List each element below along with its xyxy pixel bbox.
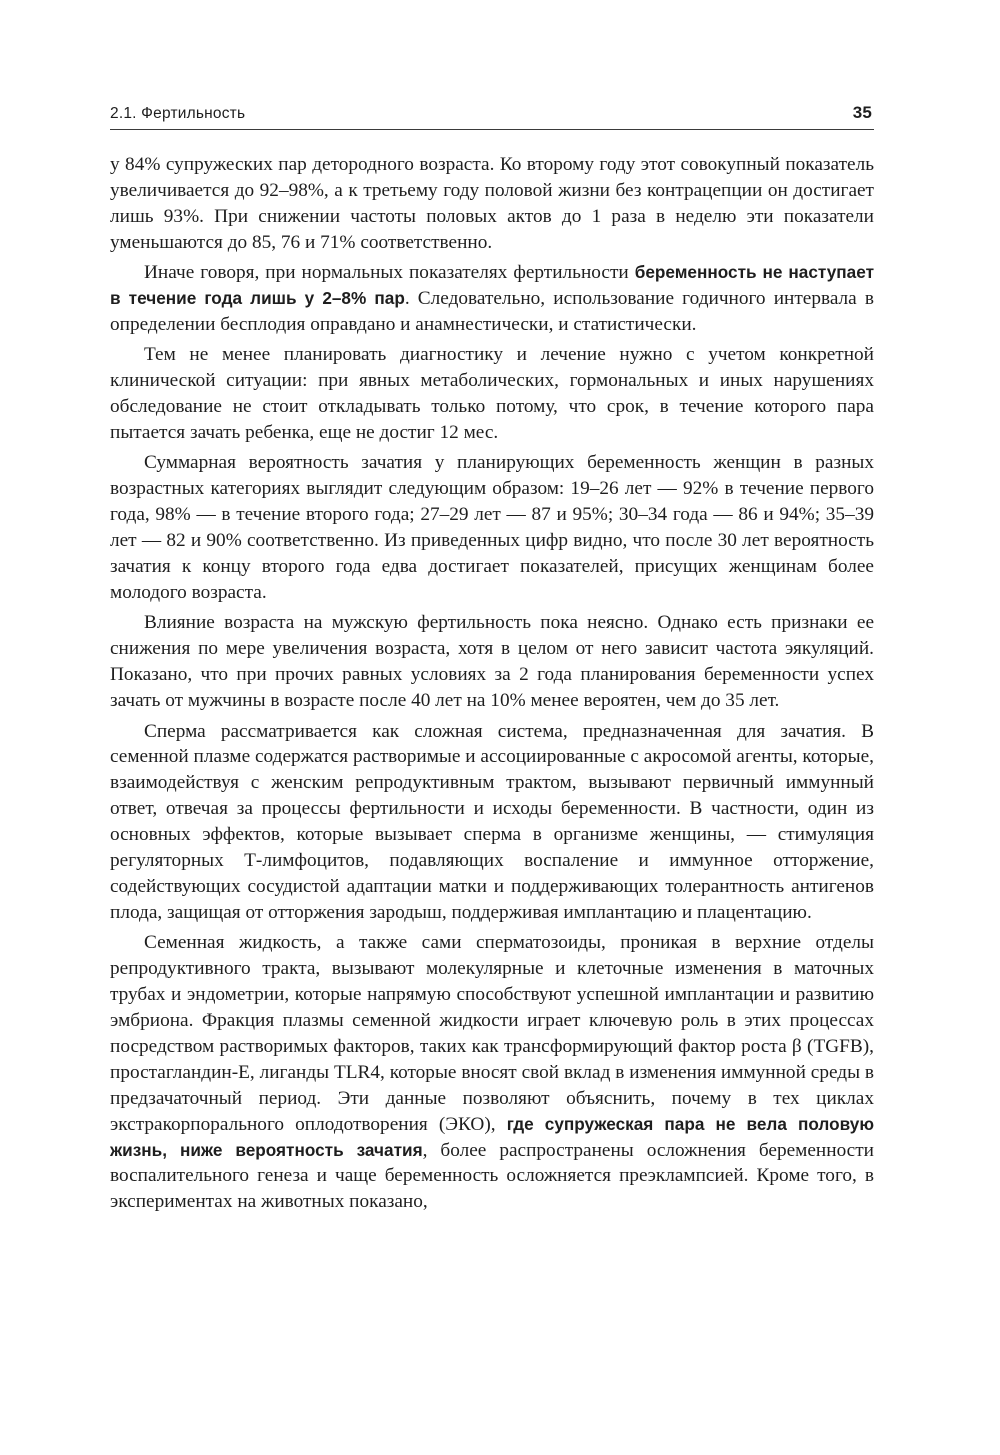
paragraph-text: Влияние возраста на мужскую фертильность пока неясно. Однако есть признаки ее снижения по мере увеличения возраста, хотя в целом от него зависит частота эякуляций. Показано, что при прочих равных условиях за 2 года планирования беременности успех зачать от мужчины в возрасте после 40 лет на 10% менее вероятен, чем до 35 лет. bbox=[110, 612, 874, 712]
header-divider bbox=[110, 129, 874, 130]
paragraph-male-fertility bbox=[110, 610, 874, 714]
paragraph-text: Иначе говоря, при нормальных показателях фертильности bbox=[144, 262, 635, 284]
paragraph-sperm-system bbox=[110, 719, 874, 926]
section-title: 2.1. Фертильность bbox=[110, 105, 246, 122]
paragraph-text: Семенная жидкость, а также сами сперматозоиды, проникая в верхние отделы репродуктивного тракта, вызывают молекулярные и клеточные изменения в маточных трубах и эндометрии, которые напрямую способствуют успешной имплантации и развитию эмбриона. Фракция плазмы семенной жидкости играет ключевую роль в этих процессах посредством растворимых факторов, таких как трансформирующий фактор роста β (TGFB), простагландин-Е, лиганды TLR4, которые вносят свой вклад в изменения иммунной среды в предзачаточный период. Эти данные позволяют объяснить, почему в тех циклах экстракорпорального оплодотворения (ЭКО), bbox=[110, 932, 874, 1135]
paragraph-seminal-fluid bbox=[110, 930, 874, 1215]
paragraph-text: . Следовательно, использование годичного интервала в определении бесплодия оправдано и анамнестически, и статистически. bbox=[110, 288, 874, 335]
page-number: 35 bbox=[852, 103, 872, 122]
bold-emphasis: где супружеская пара не вела половую жизнь, ниже вероятность зачатия bbox=[110, 1113, 874, 1160]
running-header bbox=[110, 103, 874, 127]
paragraph-fertility-interval bbox=[110, 260, 874, 338]
paragraph-conception-probability bbox=[110, 450, 874, 605]
paragraph-text: , более распространены осложнения беременности воспалительного генеза и чаще беременность осложняется преэклампсией. Кроме того, в экспериментах на животных показано, bbox=[110, 1139, 874, 1213]
paragraph-clinical-situation bbox=[110, 342, 874, 446]
body-text bbox=[110, 152, 874, 1215]
paragraph-text: Тем не менее планировать диагностику и лечение нужно с учетом конкретной клинической ситуации: при явных метаболических, гормональных и иных нарушениях обследование не стоит откладывать только потому, что срок, в течение которого пара пытается зачать ребенка, еще не достиг 12 мес. bbox=[110, 344, 874, 444]
paragraph-text: Сперма рассматривается как сложная система, предназначенная для зачатия. В семенной плазме содержатся растворимые и ассоциированные с акросомой агенты, которые, взаимодействуя с женским репродуктивным трактом, вызывают первичный иммунный ответ, отвечая за процессы фертильности и исходы беременности. В частности, один из основных эффектов, которые вызывает сперма в организме женщины, — стимуляция регуляторных Т-лимфоцитов, подавляющих воспаление и иммунное отторжение, содействующих сосудистой адаптации матки и поддерживающих толерантность антигенов плода, защищая от отторжения зародыш, поддерживая имплантацию и плацентацию. bbox=[110, 720, 874, 923]
paragraph-text: у 84% супружеских пар детородного возраста. Ко второму году этот совокупный показатель увеличивается до 92–98%, а к третьему году половой жизни без контрацепции он достигает лишь 93%. При снижении частоты половых актов до 1 раза в неделю эти показатели уменьшаются до 85, 76 и 71% соответственно. bbox=[110, 154, 874, 253]
bold-emphasis: беременность не наступает в течение года лишь у 2–8% пар bbox=[110, 262, 874, 309]
paragraph-continuation bbox=[110, 152, 874, 256]
paragraph-text: Суммарная вероятность зачатия у планирующих беременность женщин в разных возрастных категориях выглядит следующим образом: 19–26 лет — 92% в течение первого года, 98% — в течение второго года; 27–29 лет — 87 и 95%; 30–34 года — 86 и 94%; 35–39 лет — 82 и 90% соответственно. Из приведенных цифр видно, что после 30 лет вероятность зачатия к концу второго года едва достигает показателей, присущих женщинам более молодого возраста. bbox=[110, 452, 874, 603]
